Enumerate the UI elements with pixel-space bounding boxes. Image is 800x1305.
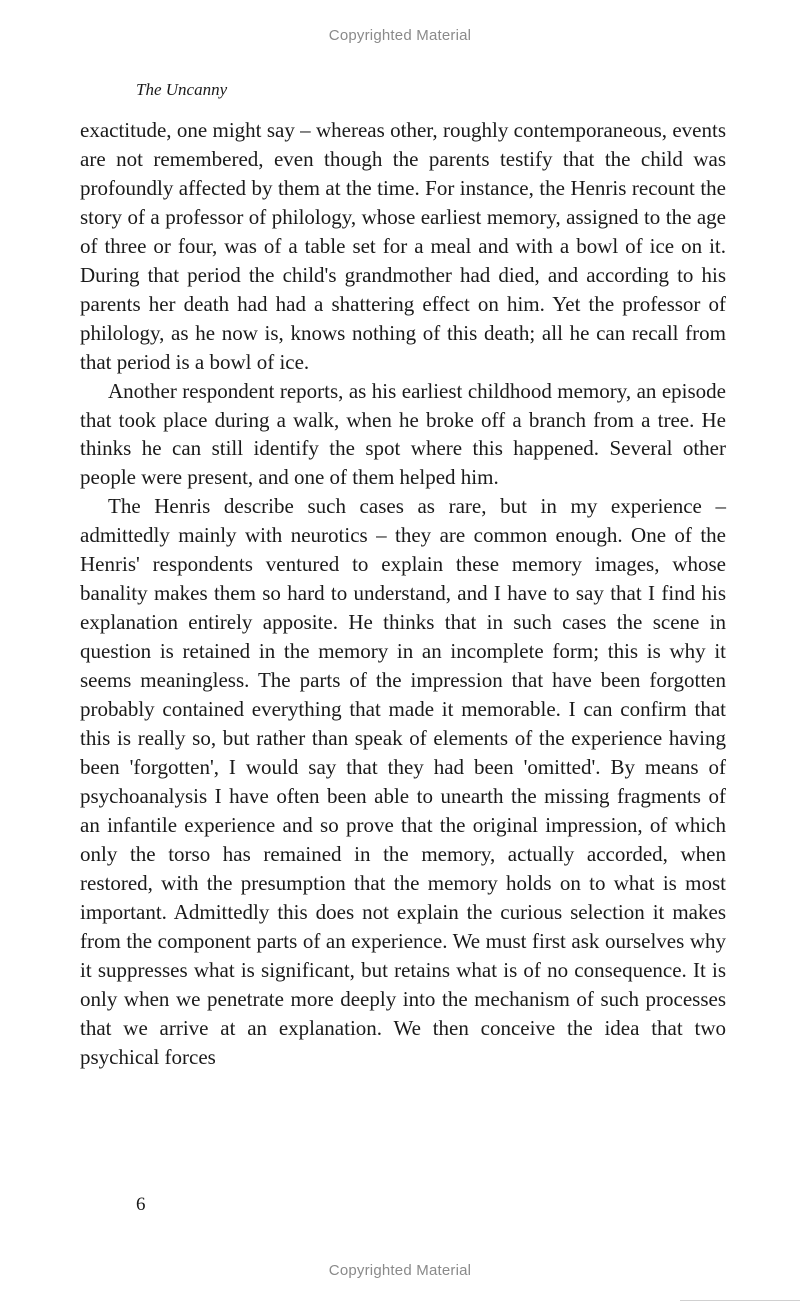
page-number: 6	[136, 1194, 146, 1215]
running-head: The Uncanny	[136, 80, 228, 99]
paragraph: Another respondent reports, as his earliest childhood memory, an episode that took place during a walk, when he broke off a branch from a tree. He thinks he can still identify the spot where this happened. Several other people were present, and one of them helped him.	[80, 378, 726, 490]
paragraph: The Henris describe such cases as rare, but in my experience – admittedly mainly with neurotics – they are common enough. One of the Henris' respondents ventured to explain these memory images, whose banality makes them so hard to understand, and I have to say that I find his explanation entirely apposite. He thinks that in such cases the scene in question is retained in the memory in an incomplete form; this is why it seems meaningless. The parts of the impression that have been forgotten probably contained everything that made it memorable. I can confirm that this is really so, but rather than speak of elements of the experience having been 'forgotten', I would say that they had been 'omitted'. By means of psychoanalysis I have often been able to unearth the missing fragments of an infantile experience and so prove that the original impression, of which only the torso has remained in the memory, actually accorded, when restored, with the presumption that the memory holds on to what is most important. Admittedly this does not explain the curious selection it makes from the component parts of an experience. We must first ask ourselves why it suppresses what is significant, but retains what is of no consequence. It is only when we penetrate more deeply into the mechanism of such processes that we arrive at an explanation. We then conceive the idea that two psychical forces	[80, 494, 726, 1069]
copyright-watermark-bottom: Copyrighted Material	[328, 1262, 472, 1279]
paragraph: exactitude, one might say – whereas other, roughly contemporaneous, events are not remembered, even though the parents testify that the child was profoundly affected by them at the time. For instance, the Henris recount the story of a professor of philology, whose earliest memory, assigned to the age of three or four, was of a table set for a meal and with a bowl of ice on it. During that period the child's grandmother had died, and according to his parents her death had had a shattering effect on him. Yet the professor of philology, as he now is, knows nothing of this death; all he can recall from that period is a bowl of ice.	[80, 118, 726, 374]
copyright-watermark-top: Copyrighted Material	[328, 27, 472, 44]
divider	[680, 1300, 800, 1301]
body-text	[80, 116, 726, 1071]
